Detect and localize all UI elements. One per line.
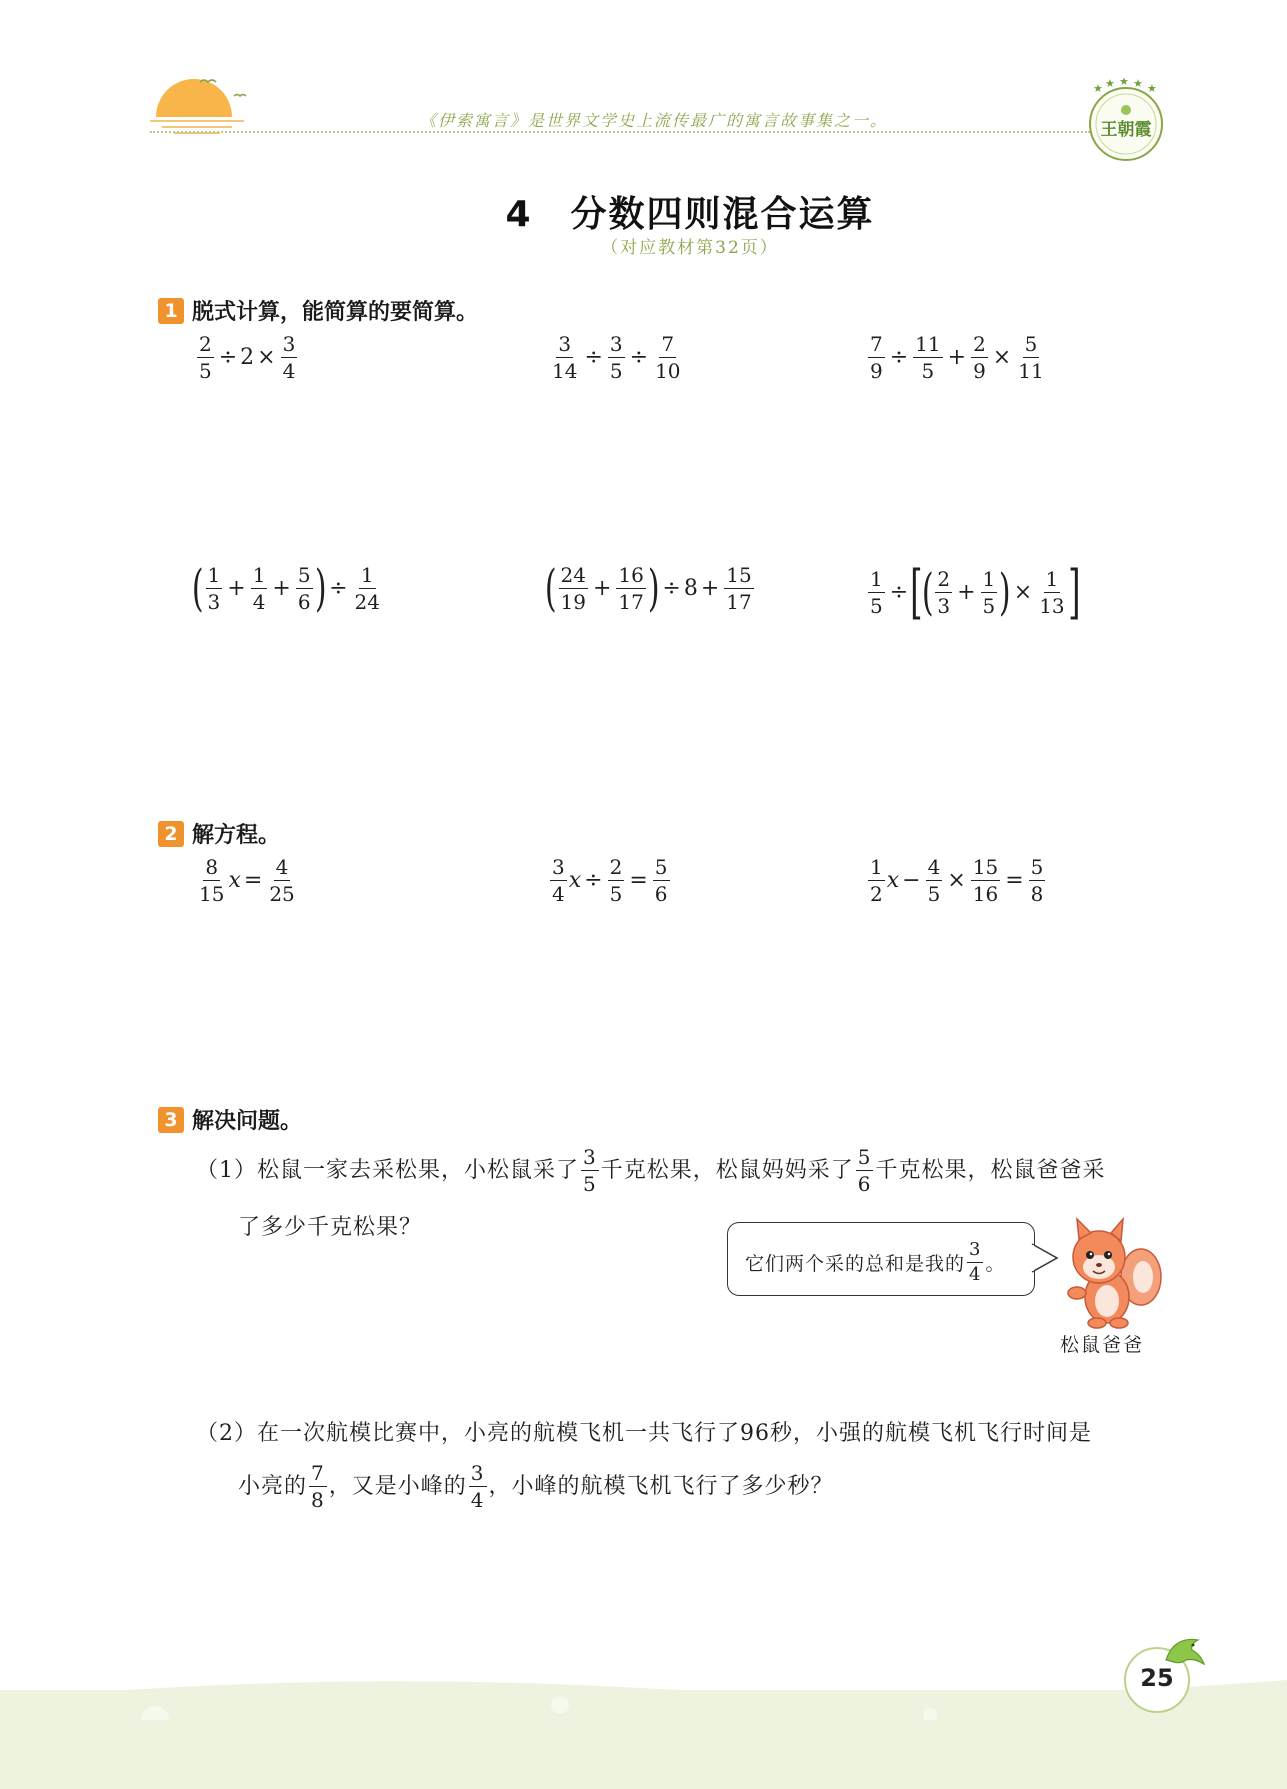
fraction: $\frac{3}{4}$ <box>470 1461 485 1512</box>
expression-1d: ( $\frac{1}{3}$ + $\frac{1}{4}$ + $\frac{5}{6}$ ) ÷ $\frac{1}{24}$ <box>191 559 380 617</box>
fraction: $\frac{1}{2}$ <box>870 855 883 906</box>
fraction: $\frac{1}{4}$ <box>252 562 266 614</box>
sunset-decoration <box>148 70 248 150</box>
section-1-number: 1 <box>158 298 184 324</box>
fraction: $\frac{11}{5}$ <box>915 332 941 383</box>
fraction: $\frac{4}{25}$ <box>269 855 295 906</box>
fraction: $\frac{2}{5}$ <box>199 332 212 383</box>
page-title: 4 分数四则混合运算 <box>505 194 875 235</box>
fraction: $\frac{15}{17}$ <box>726 562 752 614</box>
brand-logo <box>1085 78 1167 166</box>
fraction: $\frac{4}{5}$ <box>927 855 941 906</box>
fraction: $\frac{1}{3}$ <box>207 562 221 614</box>
fraction: $\frac{2}{5}$ <box>609 855 623 906</box>
fraction: $\frac{5}{11}$ <box>1018 332 1044 383</box>
svg-text:★: ★ <box>1119 78 1129 88</box>
header-divider <box>150 131 1090 133</box>
fraction: $\frac{2}{9}$ <box>973 332 986 383</box>
svg-text:王朝霞: 王朝霞 <box>1100 120 1152 140</box>
fraction: $\frac{3}{4}$ <box>282 332 296 383</box>
expression-1a: $\frac{2}{5}$ ÷ 2 × $\frac{3}{4}$ <box>199 332 296 383</box>
svg-text:★: ★ <box>1147 82 1157 95</box>
section-2-label: 解方程。 <box>192 823 281 848</box>
equation-2b: $\frac{3}{4}$ x ÷ $\frac{2}{5}$ = $\frac{5}{6}$ <box>552 855 668 906</box>
section-1-label: 脱式计算，能简算的要简算。 <box>192 300 479 325</box>
fraction: $\frac{5}{6}$ <box>654 855 668 906</box>
page-subtitle: （对应教材第32页） <box>601 238 779 258</box>
expression-1b: $\frac{3}{14}$ ÷ $\frac{3}{5}$ ÷ $\frac{7}{10}$ <box>552 332 681 383</box>
fraction: $\frac{1}{13}$ <box>1039 566 1065 618</box>
section-3-label: 解决问题。 <box>192 1109 303 1134</box>
problem-2-line-1: （2）在一次航模比赛中，小亮的航模飞机一共飞行了96秒，小强的航模飞机飞行时间是 <box>196 1421 1092 1446</box>
expression-1c: $\frac{7}{9}$ ÷ $\frac{11}{5}$ + $\frac{2}{9}$ × $\frac{5}{11}$ <box>870 332 1044 383</box>
svg-text:★: ★ <box>1093 82 1103 95</box>
svg-text:★: ★ <box>1105 78 1115 90</box>
fraction: $\frac{16}{17}$ <box>618 562 644 614</box>
section-2-header <box>158 818 280 849</box>
header-quote: 《伊索寓言》是世界文学史上流传最广的寓言故事集之一。 <box>420 111 889 130</box>
fraction: $\frac{3}{4}$ <box>552 855 565 906</box>
footer-wave-decoration <box>0 1660 1287 1720</box>
problem-1-line-2: 了多少千克松果？ <box>238 1215 423 1240</box>
section-3-number: 3 <box>158 1107 184 1133</box>
fraction: $\frac{1}{5}$ <box>870 566 883 618</box>
fraction: $\frac{5}{6}$ <box>857 1145 872 1196</box>
fraction: $\frac{7}{9}$ <box>870 332 883 383</box>
expression-1e: ( $\frac{24}{19}$ + $\frac{16}{17}$ ) ÷ 8 + $\frac{15}{17}$ <box>544 559 752 617</box>
fraction: $\frac{7}{10}$ <box>655 332 681 383</box>
fraction: $\frac{3}{14}$ <box>552 332 578 383</box>
fraction: $\frac{5}{8}$ <box>1030 855 1044 906</box>
fraction: $\frac{8}{15}$ <box>199 855 225 906</box>
fraction: $\frac{3}{4}$ <box>969 1239 982 1285</box>
page-number: 25 <box>1140 1664 1174 1692</box>
speech-bubble-text: 它们两个采的总和是我的 $\frac{3}{4}$ 。 <box>745 1239 1006 1285</box>
fraction: $\frac{1}{24}$ <box>354 562 380 614</box>
expression-1f: $\frac{1}{5}$ ÷ [ ( $\frac{2}{3}$ + $\frac{1}{5}$ ) × $\frac{1}{13}$ ] <box>870 558 1081 626</box>
fraction: $\frac{7}{8}$ <box>311 1461 325 1512</box>
fraction: $\frac{3}{5}$ <box>609 332 623 383</box>
equation-2a: $\frac{8}{15}$ x = $\frac{4}{25}$ <box>199 855 295 906</box>
fraction: $\frac{1}{5}$ <box>982 566 996 618</box>
fraction: $\frac{24}{19}$ <box>560 562 586 614</box>
section-2-number: 2 <box>158 821 184 847</box>
fraction: $\frac{3}{5}$ <box>583 1145 597 1196</box>
fraction: $\frac{2}{3}$ <box>937 566 951 618</box>
svg-text:★: ★ <box>1133 78 1143 90</box>
problem-2-line-2: 小亮的 $\frac{7}{8}$ ，又是小峰的 $\frac{3}{4}$ ，小峰的航模飞机飞行了多少秒？ <box>238 1461 834 1512</box>
squirrel-dad-illustration <box>1055 1215 1165 1330</box>
problem-1-line-1: （1）松鼠一家去采松果，小松鼠采了 $\frac{3}{5}$ 千克松果，松鼠妈妈采了 $\frac{5}{6}$ 千克松果，松鼠爸爸采 <box>196 1145 1106 1196</box>
equation-2c: $\frac{1}{2}$ x − $\frac{4}{5}$ × $\frac{15}{16}$ = $\frac{5}{8}$ <box>870 855 1044 906</box>
fraction: $\frac{15}{16}$ <box>972 855 999 906</box>
fraction: $\frac{5}{6}$ <box>297 562 311 614</box>
section-3-header <box>158 1104 302 1135</box>
character-name: 松鼠爸爸 <box>1060 1334 1145 1356</box>
section-1-header <box>158 295 478 326</box>
